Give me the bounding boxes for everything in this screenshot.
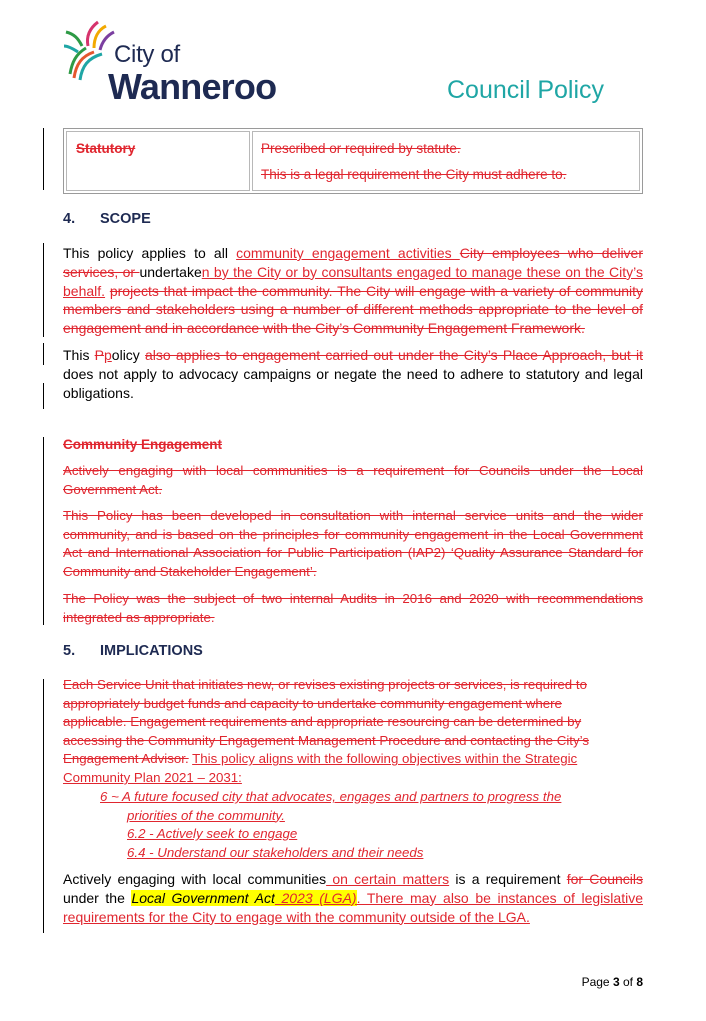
text-run: Actively engaging with local communities bbox=[63, 871, 327, 887]
section-number: 5. bbox=[63, 643, 76, 659]
objective-item bbox=[63, 844, 643, 863]
logo-text-city-of: City of bbox=[114, 41, 180, 68]
section-heading-scope: SCOPE bbox=[100, 211, 151, 227]
change-bar bbox=[43, 437, 44, 625]
objective-item bbox=[63, 807, 643, 826]
inserted-text: p bbox=[104, 347, 112, 363]
definition-text-cell bbox=[252, 131, 640, 191]
objective-text: 6 ~ A future focused city that advocates, engages and partners to progress the bbox=[100, 789, 562, 804]
text-run: is a requirement bbox=[449, 871, 567, 887]
deleted-paragraph: The Policy was the subject of two internal Audits in 2016 and 2020 with recommendations integrated as appropriate. bbox=[63, 591, 643, 625]
inserted-text: on certain matters bbox=[326, 871, 450, 887]
definition-line: This is a legal requirement the City must adhere to. bbox=[261, 167, 567, 182]
objectives-list bbox=[63, 788, 643, 862]
scope-paragraph bbox=[63, 346, 643, 402]
deleted-text: for Councils bbox=[566, 871, 643, 887]
deleted-text: projects that impact the community. The City will engage with a variety of community members and stakeholders using a number of different methods appropriate to the level of engagement and in accordance with the City’s Community Engagement Framework. bbox=[63, 282, 643, 337]
change-bar bbox=[43, 343, 44, 365]
text-run: olicy bbox=[111, 347, 146, 363]
section-heading-implications: IMPLICATIONS bbox=[100, 643, 203, 659]
page-current: 3 bbox=[612, 975, 620, 989]
text-run: undertake bbox=[139, 263, 202, 280]
inserted-text: n by the City or by consultants engaged to manage these on the City’s behalf. bbox=[63, 263, 643, 299]
page-of: of bbox=[619, 975, 637, 989]
deleted-text: also applies to engagement carried out under the City’s Place Approach, but it bbox=[145, 347, 644, 363]
page-label: Page bbox=[581, 975, 613, 989]
highlighted-inserted-text: (LGA) bbox=[319, 889, 357, 906]
text-run: under the bbox=[63, 889, 132, 906]
highlighted-inserted-text: 2023 bbox=[274, 889, 320, 906]
text-run: does not apply to advocacy campaigns or negate the need to adhere to statutory and legal obligations. bbox=[63, 365, 643, 401]
page-number bbox=[582, 975, 643, 989]
deleted-paragraph: Actively engaging with local communities is a requirement for Councils under the Local Government Act. bbox=[63, 463, 643, 497]
objective-item bbox=[63, 825, 643, 844]
implications-paragraph bbox=[63, 870, 643, 926]
inserted-text: This policy aligns with the following objectives within the Strategic Community Plan 2021 – 2031: bbox=[63, 751, 578, 785]
change-bar bbox=[43, 243, 44, 337]
scope-paragraph bbox=[63, 244, 643, 338]
city-of-wanneroo-logo bbox=[64, 18, 294, 107]
deleted-text: P bbox=[94, 347, 104, 363]
text-run: This policy applies to all bbox=[63, 245, 237, 261]
logo-text-wanneroo: Wanneroo bbox=[108, 66, 277, 107]
change-bar bbox=[43, 383, 44, 409]
deleted-text: City employees who deliver services, or bbox=[63, 245, 643, 280]
objective-text: priorities of the community. bbox=[127, 807, 285, 823]
highlighted-act-name: Local Government Act bbox=[131, 889, 275, 906]
deleted-paragraph: This Policy has been developed in consultation with internal service units and the wider community, and is based on the principles for community engagement in the Local Government Act and International Association for Public Participation (IAP2) ‘Quality Assurance Standard for Community and Stakeholder Engagement’. bbox=[63, 508, 643, 579]
page-total: 8 bbox=[636, 975, 643, 989]
implications-paragraph bbox=[63, 676, 623, 788]
definition-line: Prescribed or required by statute. bbox=[261, 141, 461, 156]
text-run: This bbox=[63, 347, 95, 363]
definition-term: Statutory bbox=[76, 141, 136, 156]
community-engagement-heading: Community Engagement bbox=[63, 437, 223, 452]
inserted-text: community engagement activities bbox=[236, 245, 460, 261]
change-bar bbox=[43, 679, 44, 933]
document-type-title: Council Policy bbox=[447, 76, 605, 104]
change-bar bbox=[43, 128, 44, 190]
inserted-text: . There may also be instances of legislative requirements for the City to engage with the community outside of the LGA. bbox=[63, 889, 643, 925]
definitions-table bbox=[63, 128, 643, 194]
definition-term-cell bbox=[66, 131, 250, 191]
objective-item bbox=[63, 788, 643, 807]
objective-text: 6.4 - Understand our stakeholders and their needs bbox=[127, 844, 424, 860]
deleted-text: Each Service Unit that initiates new, or revises existing projects or services, is required to appropriately budget funds and capacity to undertake community engagement where applicable. Engagement requirements and appropriate resourcing can be determined by accessing the Community Engagement Management Procedure and contacting the City’s Engagement Advisor. bbox=[63, 677, 590, 767]
objective-text: 6.2 - Actively seek to engage bbox=[127, 826, 298, 842]
section-number: 4. bbox=[63, 211, 76, 227]
